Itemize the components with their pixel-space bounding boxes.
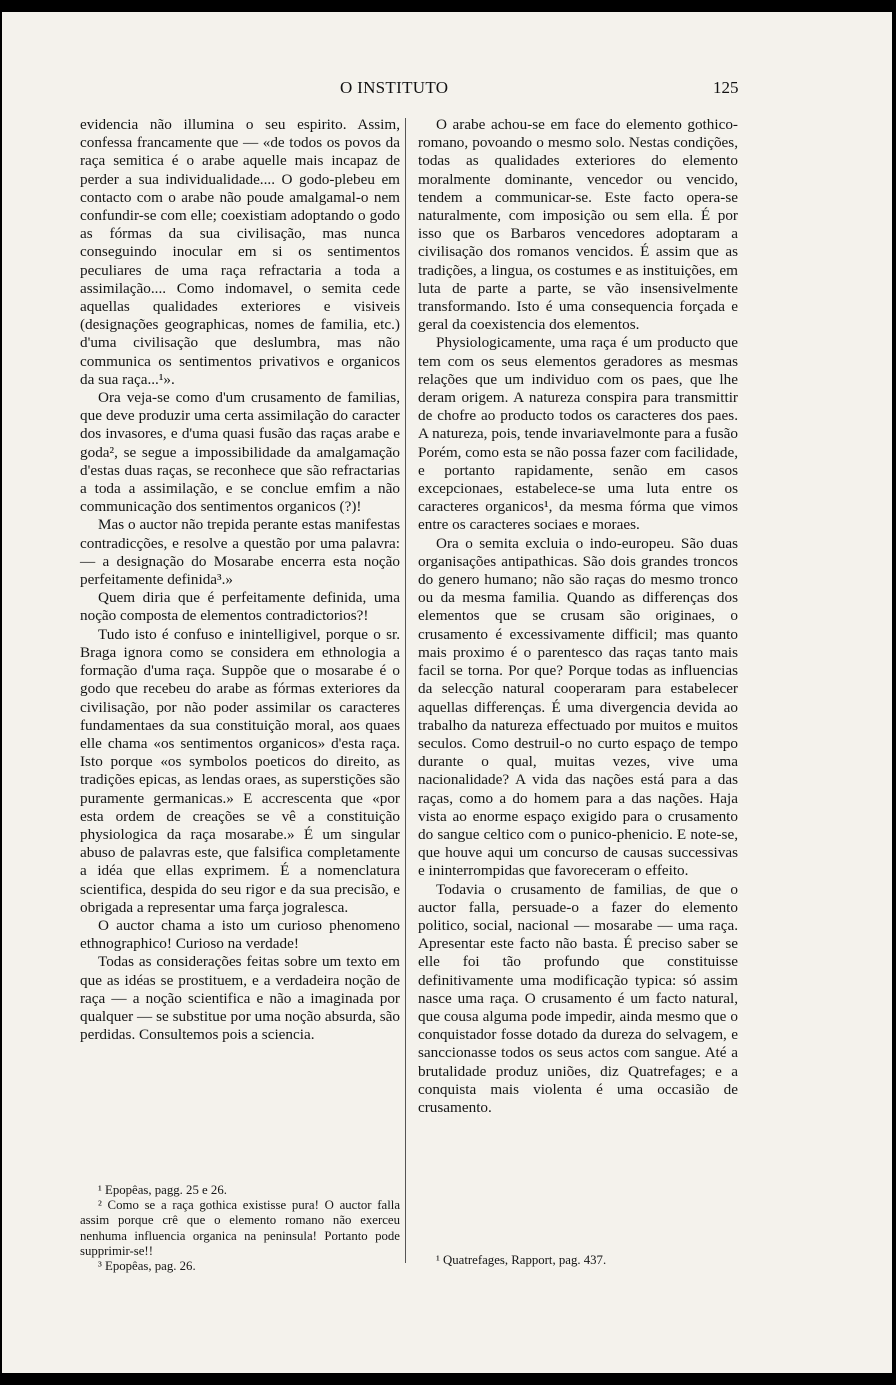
paragraph: Todavia o crusamento de familias, de que o auctor falla, persuade-o a fazer do elemento politico, social, nacional — mosarabe — uma raça. Apresentar este facto não basta. É preciso saber se elle foi tão profundo que constituisse definitivamente uma modificação typica: só assim nasce uma raça. O crusamento é um facto natural, que cousa alguma pode impedir, ainda mesmo que o conquistador fosse dotado da dureza do selvagem, e sanccionasse todos os seus actos com sangue. Até a brutalidade produz uniões, diz Quatrefages; e a conquista mais violenta é uma occasião de crusamento.: [418, 880, 738, 1116]
paragraph: Ora veja-se como d'um crusamento de familias, que deve produzir uma certa assimilação do caracter dos invasores, e d'uma quasi fusão das raças arabe e goda², se segue a impossibilidade da amalgamação d'estas duas raças, se reconhece que são refractarias a toda a assimilação, e se conclue emfim a não communicação dos sentimentos organicos (?)!: [80, 389, 400, 516]
paragraph: Todas as considerações feitas sobre um texto em que as idéas se prostituem, e a verdadeira noção de raça — a noção scientifica e não a imaginada por qualquer — se substitue por uma noção absurda, são perdidas. Consultemos pois a sciencia.: [80, 953, 400, 1044]
page-header: [0, 78, 896, 100]
footnote: ¹ Epopêas, pagg. 25 e 26.: [98, 1183, 227, 1197]
left-column: [80, 116, 400, 1044]
paragraph: Ora o semita excluia o indo-europeu. São duas organisações antipathicas. São dois grandes troncos do genero humano; não são raças do mesmo tronco ou da mesma familia. Quando as differenças dos elementos que se crusam são originaes, o crusamento é excessivamente difficil; mas quanto mais proximo é o parentesco das raças tanto mais facil se torna. Por que? Porque todas as influencias da selecção natural cooperaram para estabelecer aquellas differenças. É uma divergencia devida ao trabalho da natureza effectuado por muitos e muitos seculos. Como destruil-o no curto espaço de tempo durante o qual, muitas vezes, vive uma nacionalidade? A vida das nações está para a das raças, como a do homem para a das nações. Haja vista ao enorme espaço exigido para o crusamento do sangue celtico com o punico-phenicio. E note-se, que houve aqui um concurso de causas successivas e ininterrompidas que favoreceram o effeito.: [418, 534, 738, 880]
paragraph: evidencia não illumina o seu espirito. Assim, confessa francamente que — «de todos os povos da raça semitica é o arabe aquelle mais incapaz de perder a sua individualidade.... O godo-plebeu em contacto com o arabe não poude amalgamal-o nem confundir-se com elle; coexistiam adoptando o godo as fórmas da sua civilisação, mas nunca conseguindo inocular em si os sentimentos peculiares de uma raça refractaria a toda a assimilação.... Como indomavel, o semita cede aquellas qualidades exteriores e visiveis (designações geographicas, nomes de familia, etc.) d'uma civilisação que deslumbra, mas não communica os sentimentos privativos e organicos da sua raça...¹».: [80, 116, 400, 388]
footnote: ¹ Quatrefages, Rapport, pag. 437.: [436, 1253, 607, 1267]
running-title: O INSTITUTO: [340, 78, 449, 97]
page-number: 125: [713, 78, 739, 97]
paragraph: O auctor chama a isto um curioso phenomeno ethnographico! Curioso na verdade!: [80, 916, 400, 953]
column-divider: [405, 118, 406, 1263]
paragraph: O arabe achou-se em face do elemento gothico-romano, povoando o mesmo solo. Nestas condições, todas as qualidades exteriores do elemento moralmente dominante, vencedor ou vencido, tendem a communicar-se. Este facto opera-se naturalmente, com imposição ou sem ella. É por isso que os Barbaros vencedores adoptaram a civilisação dos romanos vencidos. É assim que as tradições, a lingua, os costumes e as instituições, em luta de parte a parte, se vão insensivelmente transformando. Isto é uma consequencia forçada e geral da coexistencia dos elementos.: [418, 116, 738, 334]
paragraph: Physiologicamente, uma raça é um producto que tem com os seus elementos geradores as mesmas relações que um individuo com os paes, que lhe deram origem. A natureza conspira para transmittir de chofre ao producto todos os caracteres dos paes. A natureza, pois, tende invariavelmonte para a fusão Porém, como esta se não possa fazer com facilidade, e portanto rapidamente, senão em casos excepcionaes, estabelece-se uma luta entre os caracteres organicos¹, da mesma fórma que vimos entre os caracteres sociaes e moraes.: [418, 334, 738, 534]
left-footnotes: [80, 1183, 400, 1274]
paragraph: Mas o auctor não trepida perante estas manifestas contradicções, e resolve a questão por uma palavra: — a designação do Mosarabe encerra esta noção perfeitamente definida³.»: [80, 516, 400, 589]
paragraph: Quem diria que é perfeitamente definida, uma noção composta de elementos contradictorios?!: [80, 589, 400, 625]
footnote: ² Como se a raça gothica existisse pura! O auctor falla assim porque crê que o elemento romano não exerceu nenhuma influencia organica na peninsula! Portanto pode supprimir-se!!: [80, 1198, 400, 1258]
footnote: ³ Epopêas, pag. 26.: [98, 1259, 196, 1274]
paragraph: Tudo isto é confuso e inintelligivel, porque o sr. Braga ignora como se considera em ethnologia a formação d'uma raça. Suppõe que o mosarabe é o godo que recebeu do arabe as fórmas exteriores da civilisação, por não poder assimilar os caracteres fundamentaes da sua constituição moral, aos quaes elle chama «os sentimentos organicos» d'esta raça. Isto porque «os symbolos poeticos do direito, as tradições epicas, as lendas oraes, as superstições são puramente germanicas.» E accrescenta que «por esta ordem de creações se vê a constituição physiologica da raça mosarabe.» É um singular abuso de palavras este, que falsifica completamente a idéa que ellas exprimem. É a nomenclatura scientifica, despida do seu rigor e da sua precisão, e obrigada a representar uma farça jogralesca.: [80, 625, 400, 916]
right-column: [418, 116, 738, 1117]
right-footnotes: [418, 1253, 738, 1268]
